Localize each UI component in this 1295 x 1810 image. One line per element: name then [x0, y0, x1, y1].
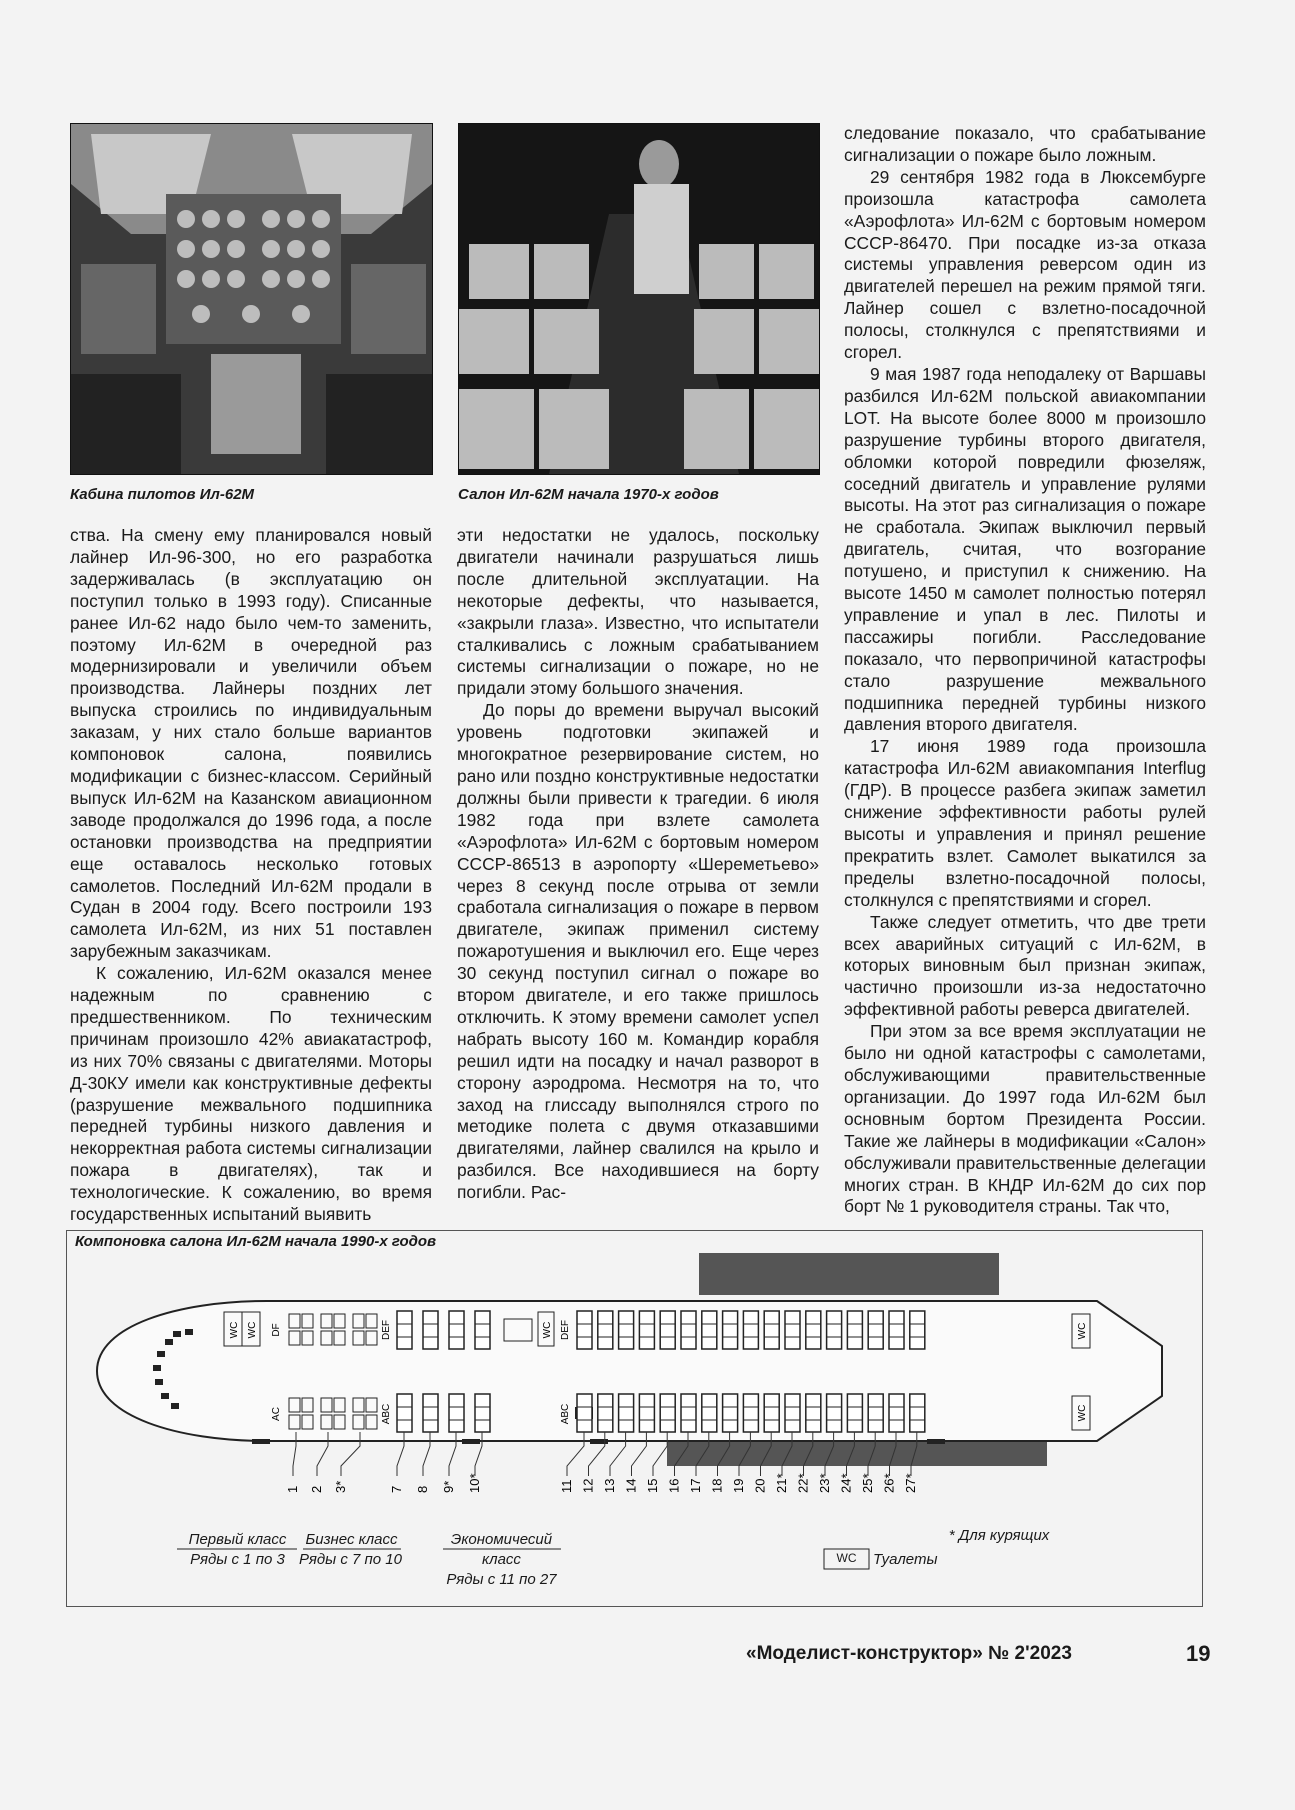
row-label: 21* — [774, 1473, 789, 1493]
seat-block — [889, 1394, 904, 1432]
seat-block — [743, 1394, 758, 1432]
seat-block — [475, 1311, 490, 1349]
economy-class-title: Экономичесий — [450, 1531, 553, 1548]
wc-mid: WC — [542, 1321, 553, 1339]
seat-block — [723, 1311, 738, 1349]
col3-paragraph: 9 мая 1987 года неподалеку от Варшавы разбился Ил-62М польской авиакомпании LOT. На высоте более 8000 м произошло разрушение турбины второго двигателя, обломки которой повредили фюзеляж, соседний двигатель и управление рулями высоты. На этот раз сигнализация о пожаре не сработала. Экипаж выключил первый двигатель, считая, что возгорание потушено, и приступил к снижению. На высоте 1450 м самолет полностью потерял управление и упал в лес. Пилоты и пассажиры погибли. Расследование показало, что первопричиной катастрофы стало разрушение межвального подшипника передней турбины низкого давления второго двигателя. — [844, 363, 1206, 735]
first-class-rows: Ряды с 1 по 3 — [190, 1551, 285, 1568]
seat-block — [847, 1394, 862, 1432]
seat-block — [910, 1311, 925, 1349]
seat-code-df: DF — [271, 1323, 282, 1337]
wc-legend-label: WC — [836, 1551, 857, 1565]
wc-front-1: WC — [229, 1321, 240, 1339]
col3-paragraph: 17 июня 1989 года произошла катастрофа Ил-62М авиакомпания Interflug (ГДР). В процессе разбега экипаж заметил снижение эффективности работы рулей высоты и управления и принял решение прекратить взлет. Самолет выкатился за пределы взлетно-посадочной полосы, столкнулся с препятствиями и сгорел. — [844, 736, 1206, 910]
seat-block — [397, 1394, 412, 1432]
col3-paragraph: следование показало, что срабатывание сигнализации о пожаре было ложным. — [844, 123, 1206, 165]
row-label: 12 — [580, 1478, 596, 1493]
row-label: 22* — [795, 1473, 811, 1493]
seat-block — [702, 1311, 717, 1349]
col3-paragraph: Также следует отметить, что две трети всех аварийных ситуаций с Ил-62М, в которых виновным был признан экипаж, частично произошли из-за недостаточно эффективной работы реверса двигателей. — [844, 911, 1206, 1020]
seat-block — [827, 1311, 842, 1349]
seat-block — [847, 1311, 862, 1349]
row-label: 16 — [666, 1478, 682, 1493]
seat-block — [764, 1394, 779, 1432]
footer-magazine: «Моделист-конструктор» № 2'2023 — [746, 1643, 1072, 1664]
economy-class-title-2: класс — [482, 1551, 521, 1568]
seat-code-ac: AC — [271, 1407, 282, 1421]
col3-paragraph: При этом за все время эксплуатации не было ни одной катастрофы с самолетами, обслуживающими правительственные организации. До 1997 года Ил-62М был основным бортом Президента России. Такие же лайнеры в модификации «Салон» обслуживали правительственные делегации многих стран. В КНДР Ил-62М до сих пор борт № 1 руководителя страны. Так что, — [844, 1021, 1206, 1217]
row-label: 18 — [709, 1478, 725, 1493]
seat-block — [889, 1311, 904, 1349]
cockpit-image — [71, 124, 432, 474]
seat-block — [806, 1394, 821, 1432]
seat-block — [910, 1394, 925, 1432]
row-label: 7 — [389, 1485, 404, 1493]
col2-paragraph: эти недостатки не удалось, поскольку двигатели начинали разрушаться лишь после длительной эксплуатации. На некоторые дефекты, что называется, «закрыли глаза». Известно, что испытатели сталкивались с ложным срабатыванием системы сигнализации о пожаре, но не придали этому большого значения. — [457, 525, 819, 699]
seat-block — [868, 1311, 883, 1349]
cabin-layout-diagram — [66, 1230, 1203, 1607]
col3-paragraph: 29 сентября 1982 года в Люксембурге произошла катастрофа самолета «Аэрофлота» Ил-62М с бортовым номером СССР-86470. При посадке из-за отказа системы управления реверсом один из двигателей перешел на режим прямой тяги. Лайнер сошел с взлетно-посадочной полосы, столкнулся с препятствиями и сгорел. — [844, 166, 1206, 363]
seat-code-def-economy: DEF — [560, 1320, 571, 1340]
row-label: 20 — [752, 1478, 768, 1493]
text-column-2 — [457, 525, 819, 1204]
row-label: 27* — [903, 1473, 918, 1493]
row-label: 25* — [860, 1473, 875, 1493]
diagram-title: Компоновка салона Ил-62М начала 1990-х годов — [75, 1233, 437, 1250]
cabin-photo — [458, 123, 820, 475]
seat-block — [577, 1311, 592, 1349]
row-label: 3* — [333, 1480, 348, 1493]
seat-block — [743, 1311, 758, 1349]
row-label: 19 — [731, 1478, 746, 1493]
row-labels — [285, 1473, 918, 1493]
seat-block — [449, 1311, 464, 1349]
row-label: 13 — [602, 1478, 617, 1493]
seat-block — [639, 1311, 654, 1349]
cabin-caption: Салон Ил-62М начала 1970-х годов — [458, 486, 719, 503]
seat-code-abc-business: ABC — [381, 1403, 392, 1425]
seat-block — [827, 1394, 842, 1432]
wc-front-2: WC — [247, 1321, 258, 1339]
seat-block — [598, 1311, 613, 1349]
row-label: 15 — [645, 1478, 660, 1493]
cockpit-photo — [70, 123, 433, 475]
business-class-rows: Ряды с 7 по 10 — [299, 1551, 402, 1568]
seat-block — [598, 1394, 613, 1432]
cabin-layout-svg — [67, 1231, 1202, 1606]
seat-code-def-business: DEF — [381, 1320, 392, 1340]
seat-block — [423, 1394, 438, 1432]
seat-block — [619, 1311, 634, 1349]
row-label: 1 — [285, 1485, 300, 1493]
seat-block — [681, 1394, 696, 1432]
text-column-1 — [70, 525, 432, 1226]
row-label: 10* — [467, 1473, 482, 1493]
col2-paragraph: До поры до времени выручал высокий уровень подготовки экипажей и многократное резервирование систем, но рано или поздно конструктивные недостатки должны были привести к трагедии. 6 июля 1982 года при взлете самолета «Аэрофлота» Ил-62М с бортовым номером СССР-86513 в аэропорту «Шереметьево» через 8 секунд после отрыва от земли сработала сигнализация о пожаре в первом двигателе, экипаж применил систему пожаротушения и выключил его. Еще через 30 секунд поступил сигнал о пожаре во втором двигателе, и его также пришлось отключить. К этому времени самолет успел набрать высоту 160 м. Командир корабля решил идти на посадку и начал разворот в сторону аэродрома. Несмотря на то, что заход на глиссаду выполнялся строго по методике полета с двумя отказавшими двигателями, лайнер свалился на крыло и разбился. Все находившиеся на борту погибли. Рас- — [457, 700, 819, 1203]
seat-block — [681, 1311, 696, 1349]
seat-block — [785, 1311, 800, 1349]
row-label: 26* — [881, 1473, 897, 1493]
toilets-label: Туалеты — [873, 1551, 938, 1568]
smoking-zone-top — [699, 1253, 999, 1295]
seat-block — [475, 1394, 490, 1432]
row-label: 17 — [688, 1478, 703, 1493]
business-class-title: Бизнес класс — [305, 1531, 398, 1548]
row-label: 14 — [623, 1478, 639, 1493]
seat-block — [764, 1311, 779, 1349]
wc-rear-2: WC — [1077, 1404, 1088, 1422]
cabin-image — [459, 124, 819, 474]
seat-block — [639, 1394, 654, 1432]
wc-rear-1: WC — [1077, 1322, 1088, 1340]
row-label: 9* — [441, 1480, 456, 1493]
cockpit-caption: Кабина пилотов Ил-62М — [70, 486, 255, 503]
page-number: 19 — [1186, 1641, 1211, 1666]
smoking-note: * Для курящих — [948, 1527, 1050, 1544]
seat-block — [806, 1311, 821, 1349]
seat-block — [702, 1394, 717, 1432]
col1-paragraph: ства. На смену ему планировался новый лайнер Ил-96-300, но его разработка задерживалась (в эксплуатацию он поступил только в 1993 году). Списанные ранее Ил-62 надо было чем-то заменить, поэтому Ил-62М в очередной раз модернизировали и увеличили объем производства. Лайнеры поздних лет выпуска строились по индивидуальным заказам, у них стало больше вариантов компоновок салона, появились модификации с бизнес-классом. Серийный выпуск Ил-62М на Казанском авиационном заводе продолжался до 1996 года, а после остановки производства на предприятии еще оставалось несколько готовых самолетов. Последний Ил-62М продали в Судан в 2004 году. Всего построили 193 самолета Ил-62М, из них 51 поставлен зарубежным заказчикам. — [70, 525, 432, 962]
row-label: 2 — [309, 1485, 324, 1493]
seat-block — [619, 1394, 634, 1432]
seat-block — [660, 1394, 675, 1432]
first-class-title: Первый класс — [188, 1531, 287, 1548]
seat-block — [449, 1394, 464, 1432]
seat-block — [785, 1394, 800, 1432]
seat-block — [723, 1394, 738, 1432]
text-column-3 — [844, 123, 1206, 1218]
row-label: 24* — [838, 1473, 854, 1493]
col1-paragraph: К сожалению, Ил-62М оказался менее надежным по сравнению с предшественником. По техническим причинам произошло 42% авиакатастроф, из них 70% связаны с двигателями. Моторы Д-30КУ имели как конструктивные дефекты (разрушение межвального подшипника передней турбины низкого давления и некорректная работа системы сигнализации пожара в двигателях), так и технологические. К сожалению, во время государственных испытаний выявить — [70, 963, 432, 1225]
row-label: 23* — [817, 1473, 832, 1493]
seat-block — [423, 1311, 438, 1349]
seat-block — [868, 1394, 883, 1432]
seat-block — [577, 1394, 592, 1432]
seat-code-abc-economy: ABC — [560, 1403, 571, 1425]
economy-class-rows: Ряды с 11 по 27 — [446, 1571, 557, 1588]
seat-block — [397, 1311, 412, 1349]
row-label: 11 — [559, 1479, 574, 1493]
row-label: 8 — [415, 1485, 430, 1493]
seat-block — [660, 1311, 675, 1349]
